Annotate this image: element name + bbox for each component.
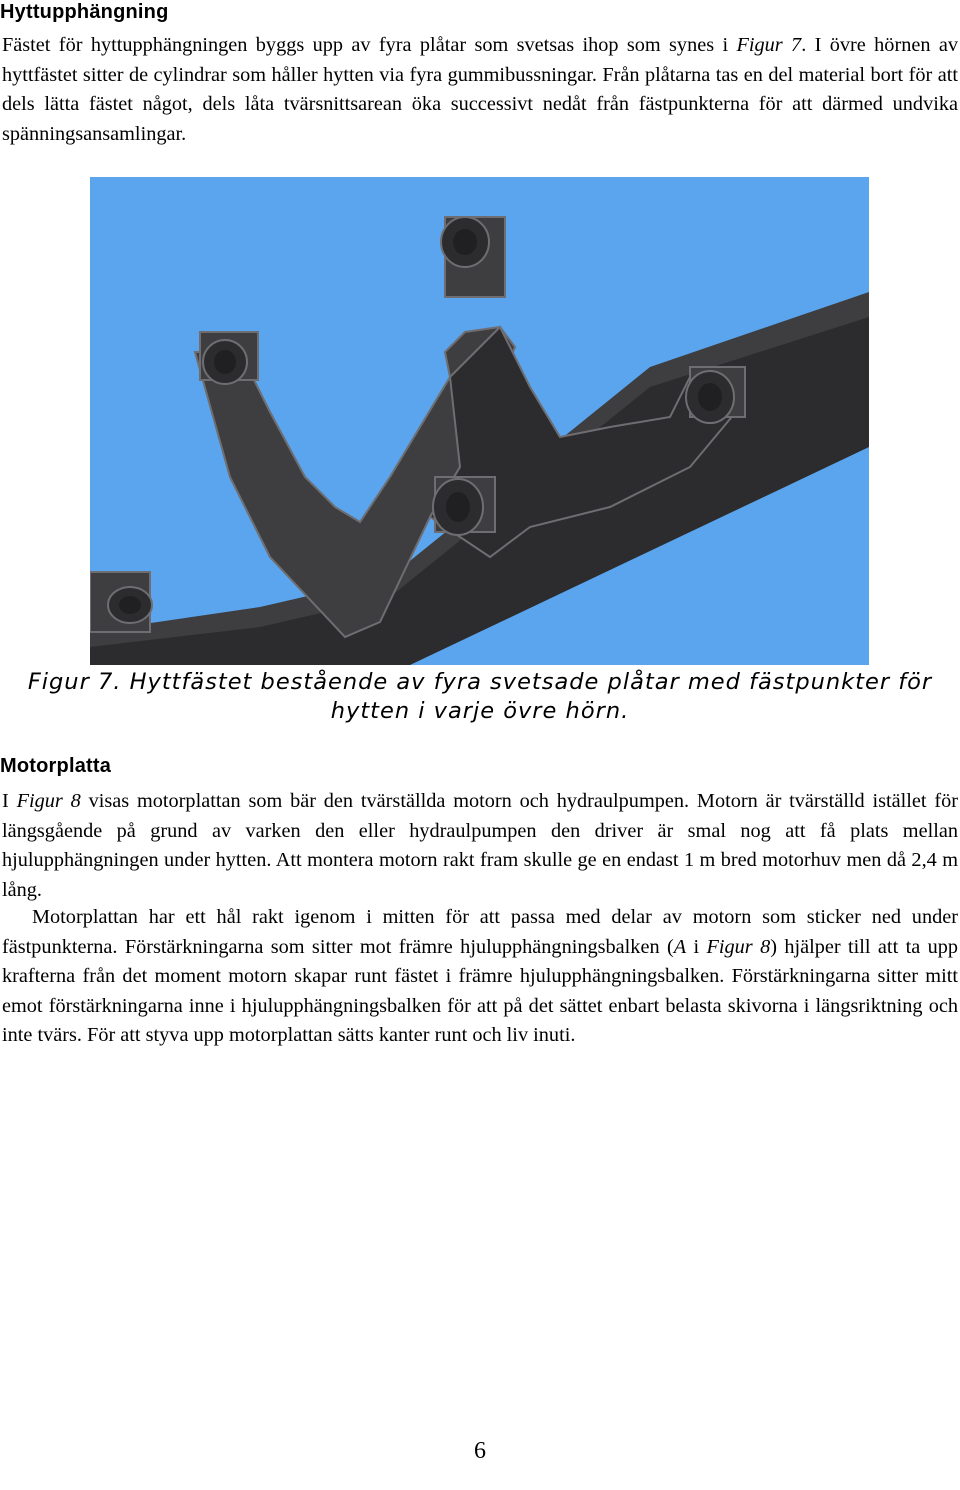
cylinder-right: [686, 367, 745, 423]
text-run: I: [2, 790, 17, 812]
paragraph-motorplatta-2: [2, 903, 958, 1051]
section-heading-motorplatta: Motorplatta: [0, 755, 112, 777]
italic-reference: A: [673, 935, 687, 958]
figure-7-caption: [0, 668, 960, 726]
figure-7-image: [90, 177, 869, 665]
text-run: . I övre hörnen av hyttfästet sitter de cylindrar som håller hytten via fyra gummibussningar. Från plåtarna tas en del material bort för att dels lätta fästet något, dels låta tvärsnittsarean öka successivt nedåt från fästpunkterna för att därmed undvika spänningsansamlingar.: [2, 34, 958, 145]
text-run: Fästet för hyttupphängningen byggs upp av fyra plåtar som svetsas ihop som synes i: [2, 34, 737, 56]
cylinder-top-left: [200, 332, 258, 384]
italic-reference: Figur 8: [706, 935, 771, 958]
text-run: visas motorplattan som bär den tvärställda motorn och hydraulpumpen. Motorn är tvärställd istället för längsgående på grund av varken den eller hydraulpumpen den driver är smal nog att få plats mellan hjulupphängningen under hytten. Att montera motorn rakt fram skulle ge en endast 1 m bred motorhuv men då 2,4 m lång.: [2, 790, 958, 901]
text-run: ) hjälper till att ta upp krafterna från det moment motorn skapar runt fästet i främre hjulupphängningsbalken. Förstärkningarna sitter mitt emot förstärkningarna inne i hjulupphängningsbalken för att på det sättet enbart belasta skivorna i längsriktning och inte tvärs. För att styva upp motorplattan sätts kanter runt och liv inuti.: [2, 935, 959, 1046]
italic-reference: Figur 8: [16, 790, 81, 812]
caption-line-2: hytten i varje övre hörn.: [330, 698, 630, 724]
page-number: 6: [474, 1438, 486, 1464]
cylinder-bottom-left: [90, 572, 152, 632]
italic-reference: Figur 7: [736, 34, 802, 56]
section-heading-hyttupphangning: Hyttupphängning: [0, 1, 169, 23]
text-run: Motorplattan har ett hål rakt igenom i mitten för att passa med delar av motorn som sticker ned under fästpunkterna. Förstärkningarna som sitter mot främre hjulupphängningsbalken (: [2, 906, 958, 958]
caption-line-1: Figur 7. Hyttfästet bestående av fyra svetsade plåtar med fästpunkter för: [27, 669, 933, 695]
cylinder-front: [433, 477, 495, 535]
paragraph-motorplatta-1: [2, 787, 958, 905]
paragraph-hyttupphangning: [2, 31, 958, 149]
text-run: i: [686, 935, 707, 958]
cylinder-top-center: [441, 217, 505, 297]
